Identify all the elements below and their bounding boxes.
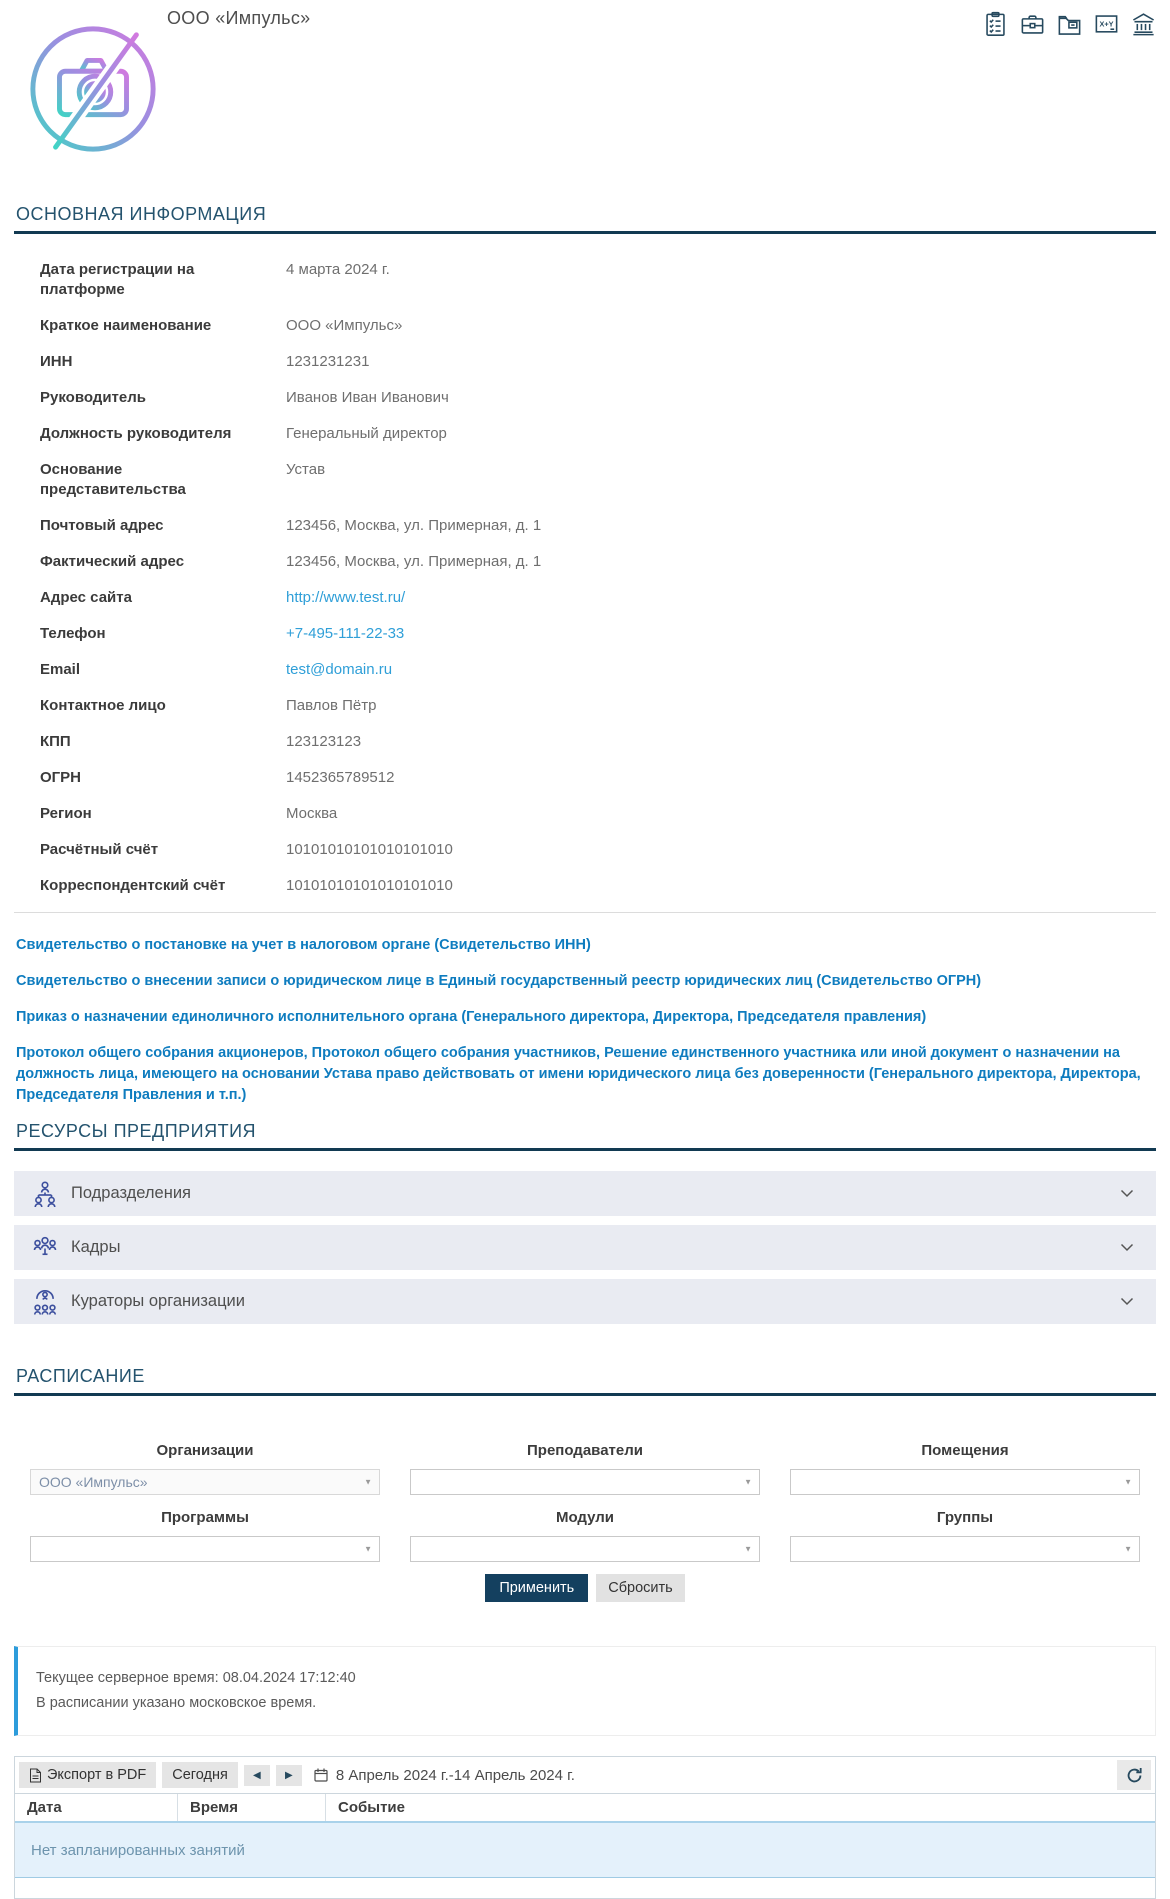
schedule-table	[14, 1756, 1156, 1899]
filter-groups: Группы ▼	[790, 1509, 1140, 1562]
svg-text:X+Y: X+Y	[1099, 19, 1113, 29]
accordion-item-staff[interactable]	[14, 1225, 1156, 1270]
info-row: Краткое наименование ООО «Импульс»	[40, 316, 1156, 336]
info-row: Расчётный счёт 10101010101010101010	[40, 840, 1156, 860]
programs-select[interactable]	[30, 1536, 380, 1562]
reset-button[interactable]: Сбросить	[596, 1574, 684, 1602]
resources-section	[14, 1121, 1156, 1324]
info-row: Адрес сайта http://www.test.ru/	[40, 588, 1156, 608]
kpp-value: 123123123	[286, 733, 362, 750]
teachers-select[interactable]	[410, 1469, 760, 1495]
staff-icon	[30, 1233, 60, 1263]
main-info-rows	[14, 234, 1156, 896]
documents-list	[14, 913, 1156, 1106]
director-position-value: Генеральный директор	[286, 425, 447, 442]
schedule-heading: РАСПИСАНИЕ	[14, 1366, 1156, 1396]
departments-icon	[30, 1179, 60, 1209]
organizations-select[interactable]: ООО «Импульс» ▼	[30, 1469, 380, 1495]
info-row: Почтовый адрес 123456, Москва, ул. Примерная, д. 1	[40, 516, 1156, 536]
empty-state-message: Нет запланированных занятий	[31, 1841, 245, 1859]
registration-date-value: 4 марта 2024 г.	[286, 261, 390, 278]
director-value: Иванов Иван Иванович	[286, 389, 449, 406]
accordion-label: Кураторы организации	[71, 1292, 245, 1310]
page-header	[0, 0, 1170, 162]
schedule-table-header	[15, 1793, 1155, 1821]
caret-down-icon: ▼	[744, 1477, 752, 1487]
organization-logo-no-photo-icon	[24, 20, 162, 158]
resources-accordion	[14, 1171, 1156, 1324]
short-name-value: ООО «Импульс»	[286, 317, 403, 334]
document-link-meeting-protocol[interactable]: Протокол общего собрания акционеров, Протокол общего собрания участников, Решение единственного участника или иной документ о назначении на должность лица, имеющего на основании Устава право действовать от имени юридического лица без доверенности (Генерального директора, Директора, Председателя Правления и т.п.)	[16, 1045, 1141, 1103]
date-range-text: 8 Апрель 2024 г.-14 Апрель 2024 г.	[335, 1766, 575, 1784]
actual-address-value: 123456, Москва, ул. Примерная, д. 1	[286, 553, 542, 570]
filter-programs: Программы ▼	[30, 1509, 380, 1562]
info-row: Должность руководителя Генеральный директор	[40, 424, 1156, 444]
accordion-item-departments[interactable]	[14, 1171, 1156, 1216]
server-time-info	[14, 1646, 1156, 1736]
caret-down-icon: ▼	[744, 1544, 752, 1554]
modules-select[interactable]	[410, 1536, 760, 1562]
filter-buttons	[14, 1574, 1156, 1602]
apply-button[interactable]: Применить	[485, 1574, 588, 1602]
checklist-icon[interactable]	[980, 9, 1010, 39]
schedule-filters	[14, 1442, 1156, 1562]
schedule-table-footer	[15, 1878, 1155, 1898]
info-row: Корреспондентский счёт 10101010101010101010	[40, 876, 1156, 896]
folder-icon[interactable]	[1054, 9, 1084, 39]
server-time-line: Текущее серверное время: 08.04.2024 17:12:40	[36, 1670, 356, 1686]
info-row: ОГРН 1452365789512	[40, 768, 1156, 788]
email-link[interactable]: test@domain.ru	[286, 661, 393, 678]
date-range	[313, 1767, 575, 1784]
caret-down-icon: ▼	[1124, 1544, 1132, 1554]
empty-state-row	[15, 1821, 1155, 1878]
chevron-down-icon	[1120, 1297, 1134, 1306]
filter-rooms: Помещения ▼	[790, 1442, 1140, 1495]
refresh-button[interactable]	[1117, 1760, 1151, 1790]
filter-organizations: Организации ООО «Импульс» ▼	[30, 1442, 380, 1495]
accordion-item-curators[interactable]	[14, 1279, 1156, 1324]
info-row: Контактное лицо Павлов Пётр	[40, 696, 1156, 716]
page-title: ООО «Импульс»	[167, 8, 311, 28]
caret-down-icon: ▼	[364, 1544, 372, 1554]
curators-icon	[30, 1287, 60, 1317]
chevron-down-icon	[1120, 1243, 1134, 1252]
postal-address-value: 123456, Москва, ул. Примерная, д. 1	[286, 517, 542, 534]
formula-board-icon[interactable]	[1091, 9, 1121, 39]
correspondent-account-value: 10101010101010101010	[286, 877, 453, 894]
pdf-document-icon	[29, 1768, 42, 1783]
info-row: Фактический адрес 123456, Москва, ул. Примерная, д. 1	[40, 552, 1156, 572]
contact-person-value: Павлов Пётр	[286, 697, 377, 714]
today-button[interactable]: Сегодня	[162, 1762, 238, 1788]
briefcase-icon[interactable]	[1017, 9, 1047, 39]
column-header-event: Событие	[338, 1799, 405, 1816]
ogrn-value: 1452365789512	[286, 769, 395, 786]
column-header-time: Время	[178, 1794, 326, 1821]
schedule-section	[14, 1366, 1156, 1602]
filter-modules: Модули ▼	[410, 1509, 760, 1562]
info-row: Email test@domain.ru	[40, 660, 1156, 680]
accordion-label: Кадры	[71, 1238, 121, 1256]
website-link[interactable]: http://www.test.ru/	[286, 589, 406, 606]
column-header-date: Дата	[15, 1794, 178, 1821]
accordion-label: Подразделения	[71, 1184, 191, 1202]
document-link-inn-certificate[interactable]: Свидетельство о постановке на учет в налоговом органе (Свидетельство ИНН)	[16, 937, 591, 953]
refresh-icon	[1125, 1766, 1144, 1785]
chevron-down-icon	[1120, 1189, 1134, 1198]
main-info-section	[14, 204, 1156, 1106]
next-week-button[interactable]: ▶	[276, 1765, 302, 1786]
calendar-icon	[313, 1767, 329, 1783]
groups-select[interactable]	[790, 1536, 1140, 1562]
institution-icon[interactable]	[1128, 9, 1158, 39]
info-row: Руководитель Иванов Иван Иванович	[40, 388, 1156, 408]
inn-value: 1231231231	[286, 353, 370, 370]
document-link-ogrn-certificate[interactable]: Свидетельство о внесении записи о юридическом лице в Единый государственный реестр юридических лиц (Свидетельство ОГРН)	[16, 973, 982, 989]
rooms-select[interactable]	[790, 1469, 1140, 1495]
info-row: Регион Москва	[40, 804, 1156, 824]
info-row: КПП 123123123	[40, 732, 1156, 752]
main-info-heading: ОСНОВНАЯ ИНФОРМАЦИЯ	[14, 204, 1156, 234]
export-pdf-button[interactable]: Экспорт в PDF	[19, 1762, 156, 1788]
resources-heading: РЕСУРСЫ ПРЕДПРИЯТИЯ	[14, 1121, 1156, 1151]
info-row: Дата регистрации на платформе 4 марта 2024 г.	[40, 260, 1156, 300]
settlement-account-value: 10101010101010101010	[286, 841, 453, 858]
info-row: Основание представительства Устав	[40, 460, 1156, 500]
info-row: ИНН 1231231231	[40, 352, 1156, 372]
caret-down-icon: ▼	[364, 1477, 372, 1487]
timezone-note-line: В расписании указано московское время.	[36, 1695, 317, 1711]
representation-basis-value: Устав	[286, 461, 326, 478]
phone-link[interactable]: +7-495-111-22-33	[286, 625, 405, 642]
document-link-appointment-order[interactable]: Приказ о назначении единоличного исполнительного органа (Генерального директора, Директора, Председателя правления)	[16, 1009, 927, 1025]
filter-teachers: Преподаватели ▼	[410, 1442, 760, 1495]
region-value: Москва	[286, 805, 338, 822]
schedule-toolbar	[15, 1757, 1155, 1793]
prev-week-button[interactable]: ◀	[244, 1765, 270, 1786]
caret-down-icon: ▼	[1124, 1477, 1132, 1487]
info-row: Телефон +7-495-111-22-33	[40, 624, 1156, 644]
header-toolbar	[980, 9, 1158, 39]
